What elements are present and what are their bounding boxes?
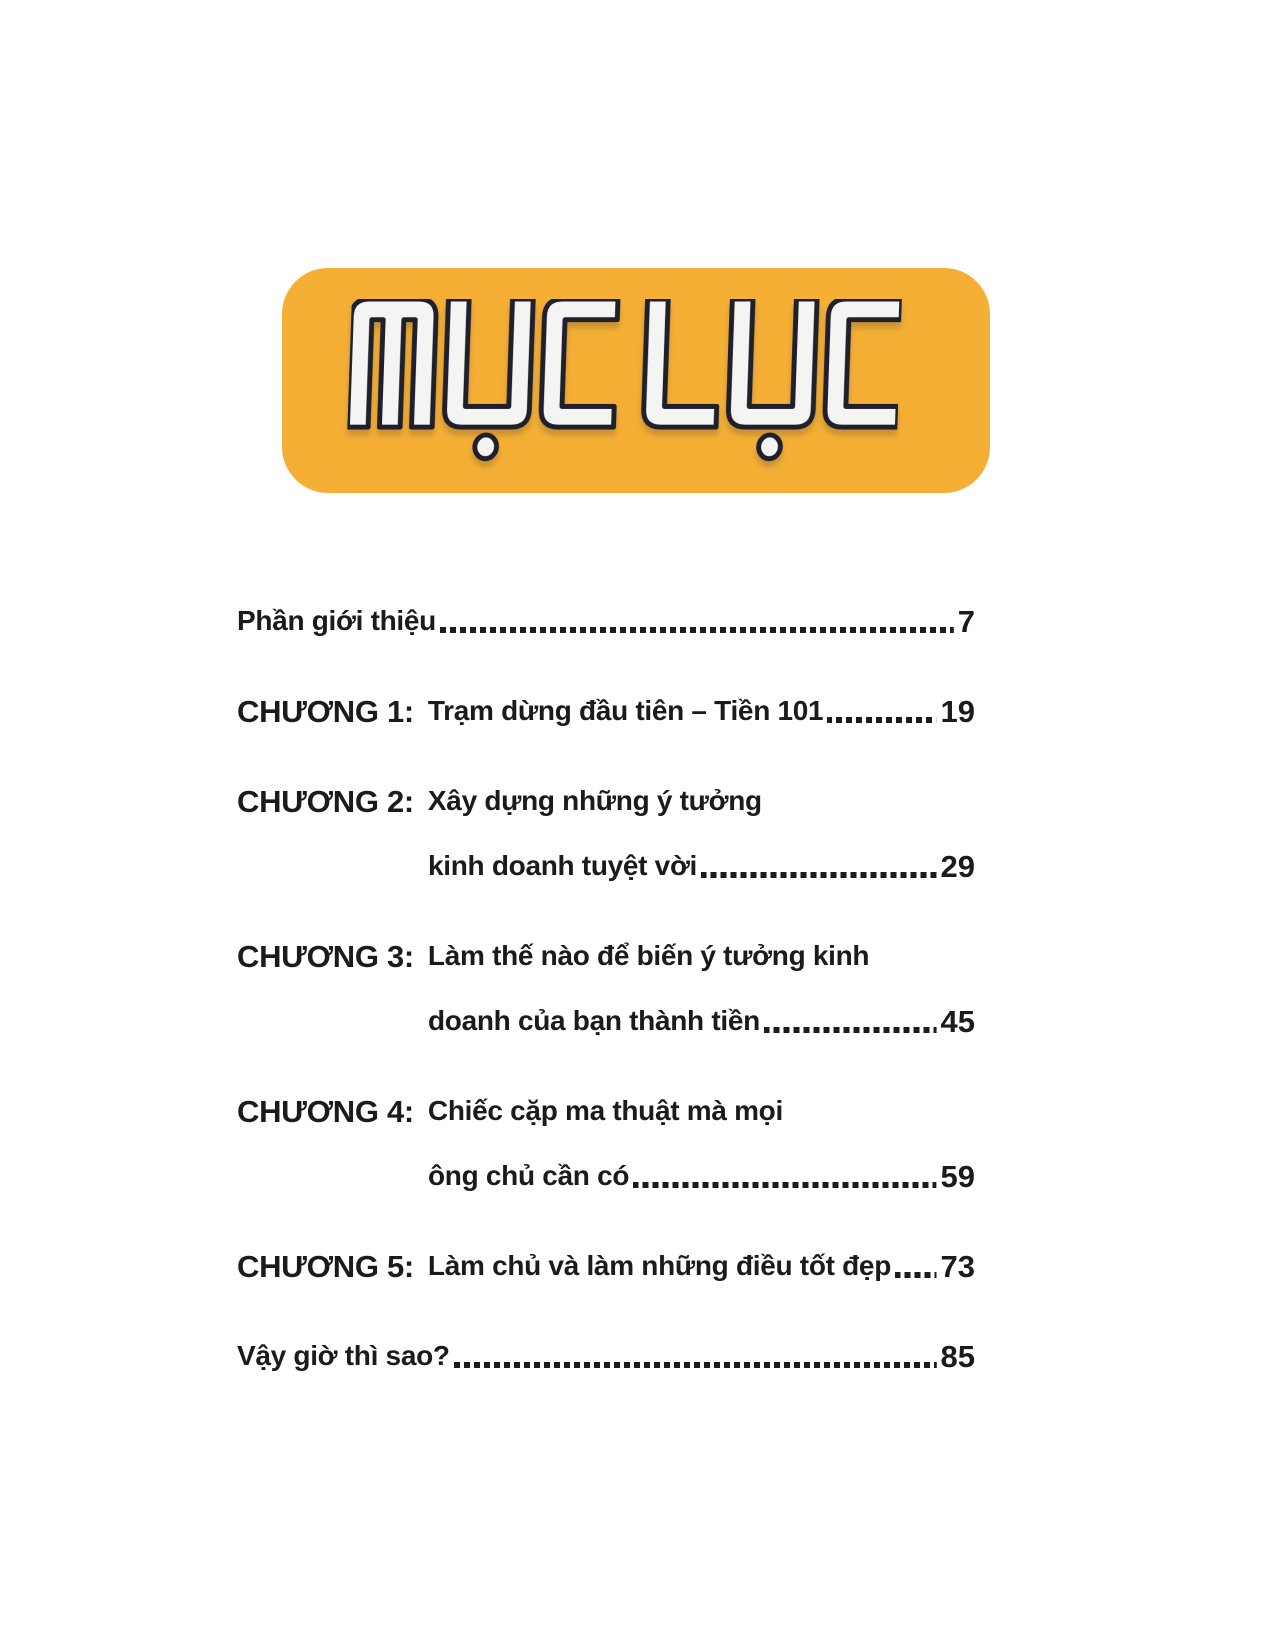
toc-entry-line1 (237, 920, 975, 985)
toc-entry-line1 (237, 1230, 975, 1295)
letter-C (541, 299, 618, 427)
title-badge (282, 268, 990, 493)
toc-entry-line1 (237, 765, 975, 830)
toc-entry-line1 (237, 1075, 975, 1140)
toc-entry (237, 1230, 975, 1295)
toc-entry (237, 585, 975, 650)
chapter-label: CHƯƠNG 3: (237, 939, 414, 974)
page-number: 59 (940, 1159, 975, 1194)
toc-entry (237, 675, 975, 740)
page-number: 7 (957, 604, 975, 639)
page-number: 85 (940, 1339, 975, 1374)
toc-entry-line2 (237, 985, 975, 1050)
toc-entry (237, 765, 975, 895)
entry-title: Làm thế nào để biến ý tưởng kinh (427, 939, 870, 971)
toc-entry-line1 (237, 1320, 975, 1385)
chapter-label: CHƯƠNG 5: (237, 1249, 414, 1284)
letter-L (643, 299, 720, 427)
dot-leader (827, 717, 936, 723)
letter-M (347, 299, 436, 427)
page-number: 73 (940, 1249, 975, 1284)
entry-title: Chiếc cặp ma thuật mà mọi (427, 1094, 783, 1126)
entry-title: Làm chủ và làm những điều tốt đẹp (427, 1249, 892, 1281)
entry-title: Trạm dừng đầu tiên – Tiền 101 (427, 694, 824, 726)
toc-entry (237, 1075, 975, 1205)
chapter-label: CHƯƠNG 4: (237, 1094, 414, 1129)
dot-leader (895, 1272, 937, 1278)
dot-below (474, 435, 497, 459)
dot-leader (454, 1362, 937, 1368)
letter-C (824, 299, 901, 427)
toc-entry-line1 (237, 585, 975, 650)
entry-title-continued: kinh doanh tuyệt vời (428, 849, 698, 881)
dot-leader (701, 872, 936, 878)
letter-U (444, 299, 533, 427)
dot-leader (633, 1182, 936, 1188)
entry-title-continued: doanh của bạn thành tiền (428, 1004, 760, 1036)
toc-entry-line1 (237, 675, 975, 740)
toc-entry (237, 920, 975, 1050)
toc-list (237, 585, 975, 1410)
entry-title: Xây dựng những ý tưởng (427, 784, 762, 816)
entry-title: Vậy giờ thì sao? (237, 1339, 450, 1371)
dot-below (758, 435, 781, 459)
page-number: 29 (940, 849, 975, 884)
toc-entry-line2 (237, 1140, 975, 1205)
entry-title-continued: ông chủ cần có (428, 1159, 630, 1191)
chapter-label: CHƯƠNG 1: (237, 694, 414, 729)
muc-luc-wordmark (346, 299, 902, 463)
page-number: 45 (940, 1004, 975, 1039)
entry-title: Phần giới thiệu (237, 604, 436, 636)
chapter-label: CHƯƠNG 2: (237, 784, 414, 819)
toc-entry-line2 (237, 830, 975, 895)
toc-entry (237, 1320, 975, 1385)
dot-leader (440, 627, 954, 633)
dot-leader (764, 1027, 937, 1033)
page-number: 19 (940, 694, 975, 729)
letter-U (728, 299, 817, 427)
